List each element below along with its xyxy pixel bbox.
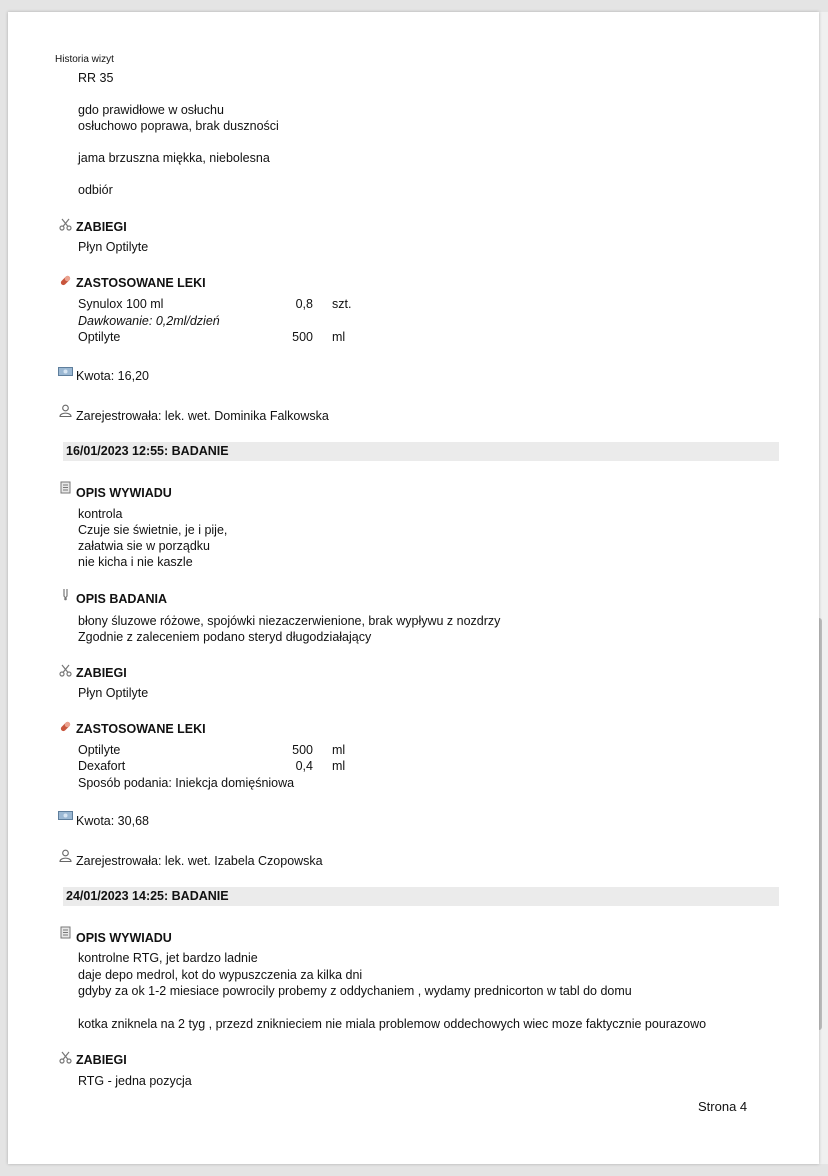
section-heading-procedures: ZABIEGI: [76, 666, 127, 680]
amount-text: Kwota: 16,20: [76, 369, 149, 383]
medication-quantity: 500: [292, 330, 313, 344]
medication-unit: ml: [332, 330, 346, 344]
section-heading-procedures: ZABIEGI: [76, 220, 127, 234]
section-heading-medications: ZASTOSOWANE LEKI: [76, 722, 206, 736]
section-heading-procedures: ZABIEGI: [76, 1053, 127, 1067]
visit-header-title: 24/01/2023 14:25: BADANIE: [66, 889, 229, 903]
page-header-title: Historia wizyt: [55, 54, 114, 65]
visit-header-bar: [63, 887, 779, 906]
visit-header-title: 16/01/2023 12:55: BADANIE: [66, 444, 229, 458]
medication-unit: ml: [332, 743, 346, 757]
medication-name: Dexafort: [78, 759, 126, 773]
medication-dosage: Dawkowanie: 0,2ml/dzień: [78, 314, 220, 328]
pill-icon: [59, 720, 72, 733]
visit-note-line: RR 35: [78, 71, 114, 85]
exam-line: Zgodnie z zaleceniem podano steryd długodziałający: [78, 630, 372, 644]
visit-note-line: gdo prawidłowe w osłuchu: [78, 103, 224, 117]
scissors-icon: [59, 664, 72, 677]
interview-line: kotka zniknela na 2 tyg , przezd zniknieciem nie miala problemow oddechowych wiec moze faktycznie pourazowo: [78, 1017, 707, 1031]
visit-note-line: osłuchowo poprawa, brak duszności: [78, 119, 279, 133]
medication-name: Synulox 100 ml: [78, 297, 164, 311]
medication-quantity: 0,4: [295, 759, 313, 773]
exam-line: błony śluzowe różowe, spojówki niezaczerwienione, brak wypływu z nozdrzy: [78, 614, 501, 628]
medication-unit: szt.: [332, 297, 352, 311]
document-page: [8, 12, 819, 1164]
stethoscope-icon: [59, 588, 72, 601]
procedure-item: Płyn Optilyte: [78, 240, 149, 254]
section-heading-interview: OPIS WYWIADU: [76, 931, 172, 945]
medication-quantity: 500: [292, 743, 313, 757]
section-heading-exam: OPIS BADANIA: [76, 592, 167, 606]
interview-line: kontrolne RTG, jet bardzo ladnie: [78, 951, 258, 965]
interview-line: nie kicha i nie kaszle: [78, 555, 193, 569]
doctor-icon: [59, 849, 72, 862]
medication-name: Optilyte: [78, 330, 121, 344]
visit-header-bar: [63, 442, 779, 461]
interview-line: Czuje sie świetnie, je i pije,: [78, 523, 228, 537]
scissors-icon: [59, 218, 72, 231]
registered-by: Zarejestrowała: lek. wet. Dominika Falkowska: [76, 409, 329, 423]
interview-line: kontrola: [78, 507, 123, 521]
scissors-icon: [59, 1051, 72, 1064]
interview-line: daje depo medrol, kot do wypuszczenia za kilka dni: [78, 968, 363, 982]
medication-quantity: 0,8: [295, 297, 313, 311]
money-icon: [58, 809, 73, 822]
interview-line: gdyby za ok 1-2 miesiace powrocily probemy z oddychaniem , wydamy prednicorton w tabl do domu: [78, 984, 632, 998]
money-icon: [58, 365, 73, 378]
administration-route: Sposób podania: Iniekcja domięśniowa: [78, 776, 295, 790]
interview-line: załatwia sie w porządku: [78, 539, 211, 553]
notes-icon: [59, 481, 72, 494]
visit-note-line: jama brzuszna miękka, niebolesna: [78, 151, 270, 165]
medication-unit: ml: [332, 759, 346, 773]
procedure-item: Płyn Optilyte: [78, 686, 149, 700]
page-number: Strona 4: [698, 1099, 748, 1114]
notes-icon: [59, 926, 72, 939]
pill-icon: [59, 274, 72, 287]
section-heading-medications: ZASTOSOWANE LEKI: [76, 276, 206, 290]
registered-by: Zarejestrowała: lek. wet. Izabela Czopowska: [76, 854, 323, 868]
procedure-item: RTG - jedna pozycja: [78, 1074, 192, 1088]
amount-text: Kwota: 30,68: [76, 814, 149, 828]
visit-note-line: odbiór: [78, 183, 113, 197]
doctor-icon: [59, 404, 72, 417]
medication-name: Optilyte: [78, 743, 121, 757]
section-heading-interview: OPIS WYWIADU: [76, 486, 172, 500]
